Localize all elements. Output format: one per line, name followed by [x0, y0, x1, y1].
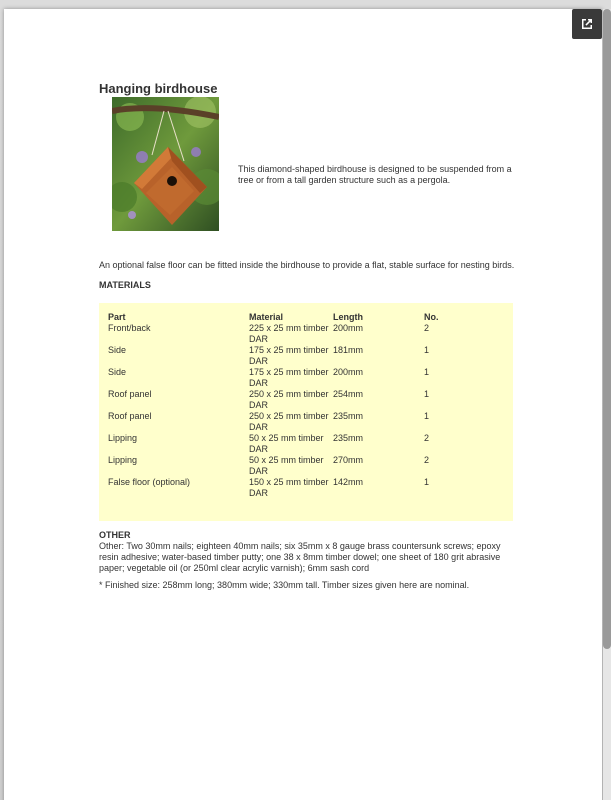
column-header-material: Material [249, 312, 284, 322]
cell-part: Lipping [108, 433, 138, 443]
cell-number: 2 [424, 323, 430, 333]
cell-material: 50 x 25 mm timber DAR [249, 455, 324, 476]
cell-number: 1 [424, 477, 430, 487]
cell-material: 250 x 25 mm timber DAR [249, 389, 329, 410]
external-link-icon [579, 16, 595, 32]
document-title: Hanging birdhouse [99, 81, 218, 96]
cell-part: Side [108, 367, 127, 377]
cell-length: 270mm [333, 455, 364, 465]
cell-number: 1 [424, 367, 430, 377]
cell-length: 235mm [333, 433, 364, 443]
cell-material: 150 x 25 mm timber DAR [249, 477, 329, 498]
cell-number: 1 [424, 389, 430, 399]
cell-length: 254mm [333, 389, 364, 399]
popout-button[interactable] [572, 9, 602, 39]
table-row [99, 345, 513, 367]
intro-text: This diamond-shaped birdhouse is designed to be suspended from a tree or from a tall garden structure such as a pergola. [238, 164, 512, 185]
table-row [99, 367, 513, 389]
cell-length: 142mm [333, 477, 364, 487]
cell-material: 225 x 25 mm timber DAR [249, 323, 329, 344]
cell-material: 175 x 25 mm timber DAR [249, 367, 329, 388]
table-row [99, 411, 513, 433]
cell-number: 1 [424, 345, 430, 355]
table-header-row [99, 312, 513, 323]
column-header-length: Length [333, 312, 363, 322]
cell-length: 200mm [333, 323, 364, 333]
cell-number: 2 [424, 455, 430, 465]
cell-length: 181mm [333, 345, 364, 355]
false-floor-paragraph: An optional false floor can be fitted inside the birdhouse to provide a flat, stable surface for nesting birds. [99, 260, 515, 270]
table-row [99, 389, 513, 411]
cell-number: 1 [424, 411, 430, 421]
table-row [99, 477, 513, 499]
cell-part: False floor (optional) [108, 477, 191, 487]
cell-length: 200mm [333, 367, 364, 377]
birdhouse-photo [112, 97, 219, 231]
table-row [99, 455, 513, 477]
finished-size-footnote: * Finished size: 258mm long; 380mm wide; 330mm tall. Timber sizes given here are nominal. [99, 580, 470, 590]
scrollbar-thumb[interactable] [603, 9, 611, 649]
materials-table [99, 303, 513, 521]
cell-material: 175 x 25 mm timber DAR [249, 345, 329, 366]
other-heading: OTHER [99, 530, 131, 540]
cell-length: 235mm [333, 411, 364, 421]
cell-part: Lipping [108, 455, 138, 465]
table-row [99, 433, 513, 455]
cell-part: Side [108, 345, 127, 355]
materials-heading: MATERIALS [99, 280, 151, 290]
other-materials-text: Other: Two 30mm nails; eighteen 40mm nails; six 35mm x 8 gauge brass countersunk screws; epoxy resin adhesive; water-based timber putty; one 38 x 8mm timber dowel; one sheet of 180 grit abrasive paper; vegetable oil (or 250ml clear acrylic varnish); 6mm sash cord [99, 541, 501, 573]
table-row [99, 323, 513, 345]
cell-number: 2 [424, 433, 430, 443]
cell-part: Roof panel [108, 411, 152, 421]
document-page [4, 9, 602, 800]
column-header-part: Part [108, 312, 126, 322]
cell-part: Front/back [108, 323, 151, 333]
cell-part: Roof panel [108, 389, 152, 399]
cell-material: 250 x 25 mm timber DAR [249, 411, 329, 432]
cell-material: 50 x 25 mm timber DAR [249, 433, 324, 454]
column-header-number: No. [424, 312, 439, 322]
